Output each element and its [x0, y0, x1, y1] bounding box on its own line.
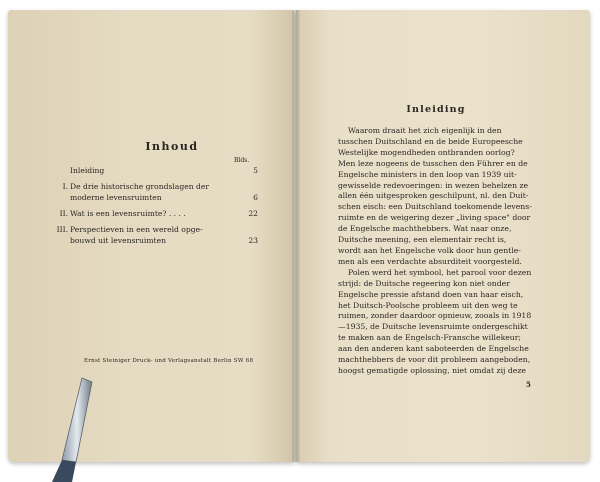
text-line: strijd: de Duitsche regeering kon niet onder: [338, 278, 510, 288]
toc-entry-number: III.: [56, 225, 68, 234]
table-of-contents: [56, 165, 258, 246]
toc-entry-title: moderne levensruimten: [70, 193, 162, 202]
toc-entry-title: Wat is een levensruimte? . . . .: [70, 209, 186, 218]
toc-entry: [70, 235, 258, 246]
text-line: schen eisch: een Duitschland toekomende levens-: [338, 202, 532, 212]
text-line: de Engelsche machthebbers. Wat naar onze,: [338, 224, 512, 234]
text-line: te maken aan de Engelsch-Fransche willekeur;: [338, 333, 521, 343]
toc-entry-number: I.: [62, 182, 68, 191]
text-line: Engelsche pressie afstand doen van haar eisch,: [338, 289, 524, 299]
text-line: aan den anderen kant saboteerden de Engelsche: [338, 344, 529, 354]
text-line: Duitsche meening, een elementair recht is,: [338, 235, 507, 245]
toc-entry-page: 5: [253, 166, 258, 175]
text-line: Engelsche ministers in den loop van 1939 uit-: [338, 169, 517, 179]
text-line: gewisselde redevoeringen: in wezen behelzen ze: [338, 180, 529, 190]
text-line: allen één uitgesproken geschilpunt, nl. den Duit-: [338, 191, 529, 201]
toc-entry-title: Perspectieven in een wereld opge-: [70, 225, 203, 234]
text-line: ruimte en de weigering dezer „living space" door: [338, 213, 531, 223]
publisher-imprint: Ernst Steiniger Druck- und Verlagsanstalt Berlin SW 68: [84, 358, 254, 364]
toc-title: Inhoud: [145, 140, 199, 153]
text-line: Westelijke mogendheden ontbranden oorlog?: [338, 147, 515, 157]
toc-entry: [56, 224, 258, 235]
book-spine-gutter: [292, 10, 300, 462]
text-line: Waarom draait het zich eigenlijk in den: [348, 126, 502, 135]
chapter-heading: Inleiding: [406, 104, 466, 115]
toc-entry-page: 23: [248, 236, 258, 245]
toc-pages-label: Blds.: [234, 157, 250, 164]
text-line: het Duitsch-Poolsche probleem uit den weg te: [338, 300, 518, 310]
toc-entry: [70, 192, 258, 203]
body-text: [338, 126, 536, 377]
text-line: tusschen Duitschland en de beide Europeesche: [338, 136, 523, 146]
letter-opener-icon: [42, 372, 112, 482]
toc-entry-number: II.: [59, 209, 68, 218]
text-line: ruimen, zonder daardoor opnieuw, zooals in 1918: [338, 311, 532, 321]
toc-entry-title: bouwd uit levensruimten: [70, 236, 166, 245]
text-line: Men leze nogeens de tusschen den Führer en de: [338, 158, 528, 168]
toc-entry-title: Inleiding: [70, 166, 105, 175]
toc-entry: [70, 165, 258, 176]
text-line: —1935, de Duitsche levensruimte ondergeschikt: [338, 322, 528, 332]
toc-entry: [59, 208, 258, 219]
toc-entry-page: 6: [253, 193, 258, 202]
text-line: men als een verdachte absurditeit voorgesteld.: [338, 256, 522, 266]
toc-entry: [62, 181, 258, 192]
page-number: 5: [526, 380, 531, 389]
text-line: machthebbers de voor dit probleem aangeboden,: [338, 355, 531, 365]
text-line: wordt aan het Engelsche volk door hun gentle-: [338, 245, 521, 255]
text-line: Polen werd het symbool, het parool voor dezen: [348, 267, 532, 277]
text-line: hoogst gematigde oplossing, niet omdat zij deze: [338, 365, 526, 375]
toc-entry-page: 22: [248, 209, 258, 218]
toc-entry-title: De drie historische grondslagen der: [70, 182, 209, 191]
